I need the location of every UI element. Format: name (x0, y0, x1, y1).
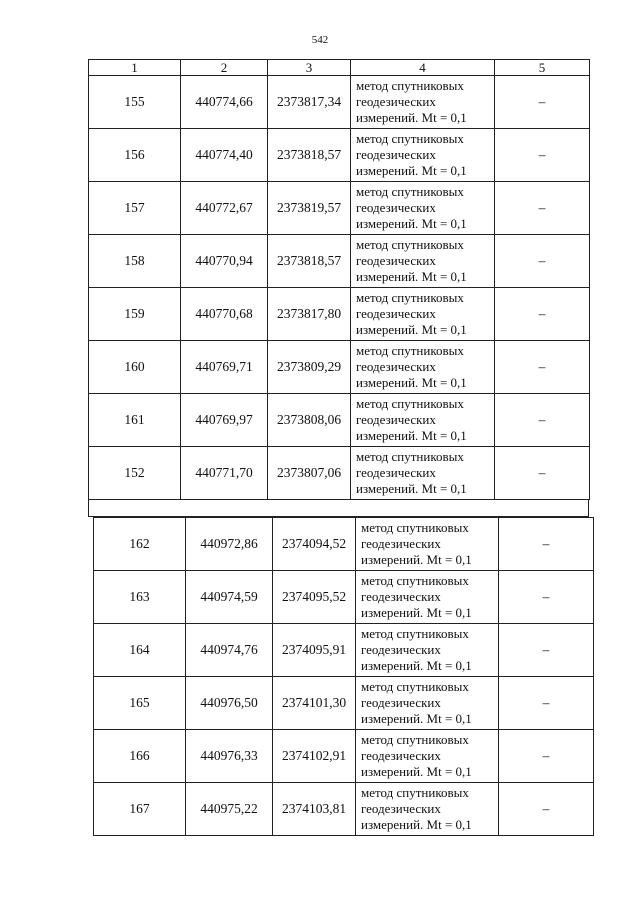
method-cell (351, 341, 495, 394)
y-coordinate-cell: 2373807,06 (268, 447, 351, 500)
table-row (94, 571, 594, 624)
y-coordinate-cell: 2373809,29 (268, 341, 351, 394)
note-cell: – (495, 76, 590, 129)
note-cell: – (495, 341, 590, 394)
y-coordinate-cell: 2374102,91 (273, 730, 356, 783)
note-cell: – (499, 571, 594, 624)
method-line: геодезических (356, 306, 436, 321)
note-cell: – (499, 518, 594, 571)
point-number-cell: 164 (94, 624, 186, 677)
method-line: геодезических (356, 465, 436, 480)
method-cell (356, 518, 499, 571)
x-coordinate-cell: 440774,40 (181, 129, 268, 182)
method-line: метод спутниковых (361, 785, 469, 800)
method-line: геодезических (356, 94, 436, 109)
x-coordinate-cell: 440976,50 (186, 677, 273, 730)
header-col-2: 2 (181, 60, 268, 76)
x-coordinate-cell: 440769,71 (181, 341, 268, 394)
table-row (94, 518, 594, 571)
method-line: геодезических (356, 253, 436, 268)
table-row (94, 624, 594, 677)
note-cell: – (495, 447, 590, 500)
note-cell: – (499, 730, 594, 783)
y-coordinate-cell: 2374094,52 (273, 518, 356, 571)
table-row (89, 341, 590, 394)
note-cell: – (495, 394, 590, 447)
note-cell: – (495, 235, 590, 288)
note-cell: – (499, 783, 594, 836)
method-line: метод спутниковых (361, 732, 469, 747)
method-line: измерений. Mt = 0,1 (361, 764, 472, 779)
method-line: измерений. Mt = 0,1 (361, 711, 472, 726)
method-line: геодезических (356, 412, 436, 427)
x-coordinate-cell: 440774,66 (181, 76, 268, 129)
method-cell (356, 677, 499, 730)
point-number-cell: 158 (89, 235, 181, 288)
y-coordinate-cell: 2374101,30 (273, 677, 356, 730)
y-coordinate-cell: 2374103,81 (273, 783, 356, 836)
method-cell (351, 235, 495, 288)
method-cell (351, 288, 495, 341)
note-cell: – (499, 677, 594, 730)
method-line: метод спутниковых (356, 396, 464, 411)
point-number-cell: 162 (94, 518, 186, 571)
method-cell (356, 624, 499, 677)
point-number-cell: 159 (89, 288, 181, 341)
header-col-4: 4 (351, 60, 495, 76)
x-coordinate-cell: 440770,94 (181, 235, 268, 288)
table-row (89, 288, 590, 341)
method-line: метод спутниковых (356, 449, 464, 464)
x-coordinate-cell: 440770,68 (181, 288, 268, 341)
x-coordinate-cell: 440769,97 (181, 394, 268, 447)
x-coordinate-cell: 440772,67 (181, 182, 268, 235)
point-number-cell: 160 (89, 341, 181, 394)
method-cell (356, 730, 499, 783)
method-line: измерений. Mt = 0,1 (361, 605, 472, 620)
method-line: геодезических (356, 359, 436, 374)
y-coordinate-cell: 2373818,57 (268, 129, 351, 182)
table-row (89, 129, 590, 182)
table-row (89, 235, 590, 288)
x-coordinate-cell: 440771,70 (181, 447, 268, 500)
method-line: измерений. Mt = 0,1 (356, 322, 467, 337)
method-cell (351, 394, 495, 447)
page-number: 542 (311, 34, 329, 46)
method-line: геодезических (356, 200, 436, 215)
x-coordinate-cell: 440974,59 (186, 571, 273, 624)
point-number-cell: 161 (89, 394, 181, 447)
header-col-1: 1 (89, 60, 181, 76)
point-number-cell: 152 (89, 447, 181, 500)
point-number-cell: 155 (89, 76, 181, 129)
method-line: геодезических (361, 695, 441, 710)
method-line: измерений. Mt = 0,1 (361, 658, 472, 673)
method-line: метод спутниковых (356, 343, 464, 358)
method-line: геодезических (361, 642, 441, 657)
table-row (94, 730, 594, 783)
table-row (94, 783, 594, 836)
y-coordinate-cell: 2373819,57 (268, 182, 351, 235)
header-col-3: 3 (268, 60, 351, 76)
method-cell (351, 447, 495, 500)
method-line: измерений. Mt = 0,1 (356, 481, 467, 496)
y-coordinate-cell: 2373817,34 (268, 76, 351, 129)
method-line: измерений. Mt = 0,1 (356, 428, 467, 443)
y-coordinate-cell: 2373818,57 (268, 235, 351, 288)
method-line: метод спутниковых (361, 520, 469, 535)
point-number-cell: 156 (89, 129, 181, 182)
method-line: измерений. Mt = 0,1 (356, 269, 467, 284)
point-number-cell: 165 (94, 677, 186, 730)
method-line: геодезических (361, 748, 441, 763)
method-line: метод спутниковых (356, 131, 464, 146)
method-line: измерений. Mt = 0,1 (356, 110, 467, 125)
header-col-5: 5 (495, 60, 590, 76)
point-number-cell: 157 (89, 182, 181, 235)
note-cell: – (499, 624, 594, 677)
point-number-cell: 163 (94, 571, 186, 624)
table-row (89, 394, 590, 447)
table-row (89, 76, 590, 129)
method-line: измерений. Mt = 0,1 (356, 216, 467, 231)
method-cell (351, 129, 495, 182)
x-coordinate-cell: 440976,33 (186, 730, 273, 783)
coordinates-table-bottom (93, 517, 594, 836)
note-cell: – (495, 129, 590, 182)
x-coordinate-cell: 440975,22 (186, 783, 273, 836)
table-row (89, 182, 590, 235)
table-row (89, 447, 590, 500)
method-line: метод спутниковых (361, 626, 469, 641)
method-line: измерений. Mt = 0,1 (356, 163, 467, 178)
method-line: геодезических (361, 589, 441, 604)
x-coordinate-cell: 440972,86 (186, 518, 273, 571)
method-line: геодезических (361, 536, 441, 551)
method-line: метод спутниковых (361, 573, 469, 588)
method-line: измерений. Mt = 0,1 (361, 552, 472, 567)
y-coordinate-cell: 2374095,91 (273, 624, 356, 677)
method-line: метод спутниковых (356, 290, 464, 305)
table-section-gap (88, 499, 589, 517)
note-cell: – (495, 182, 590, 235)
method-cell (351, 182, 495, 235)
method-line: метод спутниковых (356, 237, 464, 252)
y-coordinate-cell: 2374095,52 (273, 571, 356, 624)
method-line: измерений. Mt = 0,1 (361, 817, 472, 832)
table-header-row (89, 60, 590, 76)
method-line: измерений. Mt = 0,1 (356, 375, 467, 390)
y-coordinate-cell: 2373817,80 (268, 288, 351, 341)
method-line: метод спутниковых (361, 679, 469, 694)
point-number-cell: 167 (94, 783, 186, 836)
table-row (94, 677, 594, 730)
point-number-cell: 166 (94, 730, 186, 783)
note-cell: – (495, 288, 590, 341)
method-cell (351, 76, 495, 129)
method-line: метод спутниковых (356, 184, 464, 199)
method-cell (356, 783, 499, 836)
y-coordinate-cell: 2373808,06 (268, 394, 351, 447)
method-line: геодезических (361, 801, 441, 816)
method-cell (356, 571, 499, 624)
x-coordinate-cell: 440974,76 (186, 624, 273, 677)
method-line: геодезических (356, 147, 436, 162)
method-line: метод спутниковых (356, 78, 464, 93)
coordinates-table-top (88, 59, 590, 500)
